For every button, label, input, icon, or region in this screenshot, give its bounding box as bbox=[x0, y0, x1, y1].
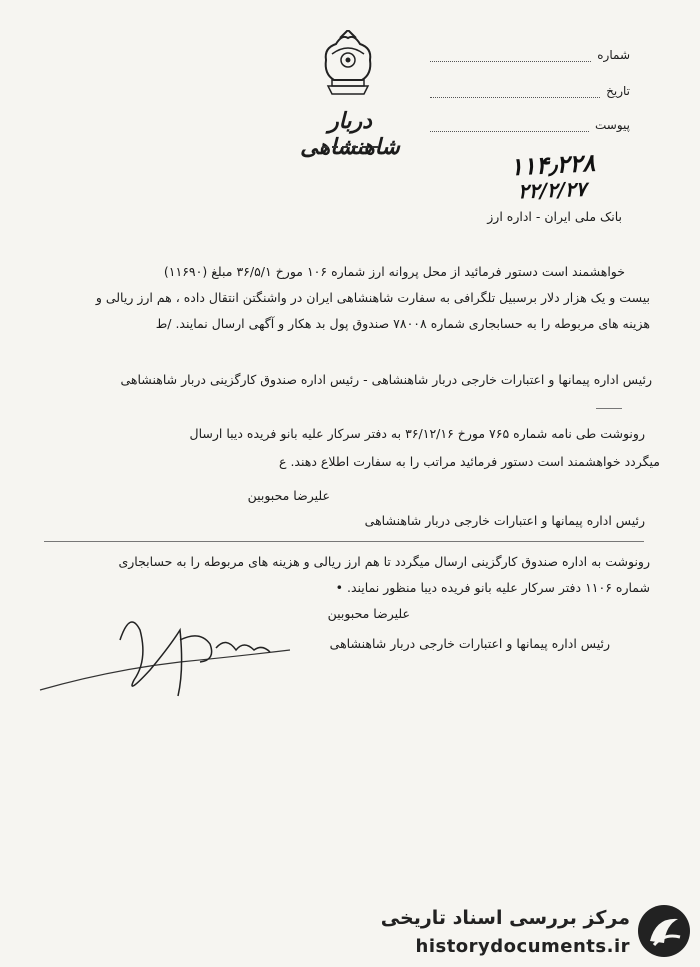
signer2-name: علیرضا محبوبین bbox=[327, 606, 410, 621]
number-field bbox=[430, 48, 630, 62]
watermark-org: مرکز بررسی اسناد تاریخی bbox=[380, 907, 630, 929]
signer2-title: رئیس اداره پیمانها و اعتبارات خارجی دربار شاهنشاهی bbox=[329, 636, 610, 651]
note1-line-2: میگردد خواهشمند است دستور فرمائید مراتب را به سفارت اطلاع دهند. ع bbox=[279, 454, 660, 469]
number-fill-line bbox=[430, 51, 591, 62]
watermark-logo-icon bbox=[636, 903, 692, 959]
body-line-3: هزینه های مربوطه را به حسابجاری شماره ۷۸۰۰۸ صندوق پول بد هکار و آگهی ارسال نمایند. /ط bbox=[155, 316, 650, 331]
handwritten-signature-icon bbox=[30, 600, 330, 710]
signer1-name: علیرضا محبوبین bbox=[247, 488, 330, 503]
date-field bbox=[430, 84, 630, 98]
reference-date: ۲۲/۲/۲۷ bbox=[517, 176, 587, 204]
court-title: دربار شاهنشاهی bbox=[300, 108, 400, 160]
attachment-fill-line bbox=[430, 121, 589, 132]
note2-line-1: رونوشت به اداره صندوق کارگزینی ارسال میگردد تا هم ارز ریالی و هزینه های مربوطه را به حسابجاری bbox=[118, 554, 650, 569]
short-divider bbox=[596, 408, 622, 409]
attachment-label: پیوست bbox=[595, 118, 630, 132]
crown-emblem-icon bbox=[318, 30, 378, 100]
note2-line-2: شماره ۱۱۰۶ دفتر سرکار علیه بانو فریده دیبا منظور نمایند. • bbox=[335, 580, 650, 595]
title-underline bbox=[322, 146, 378, 148]
section-divider bbox=[44, 541, 644, 542]
addressee: بانک ملی ایران - اداره ارز bbox=[487, 209, 622, 224]
body-line-2: بیست و یک هزار دلار برسبیل تلگرافی به سفارت شاهنشاهی ایران در واشنگتن انتقال داده ، هم ارز ریالی و bbox=[95, 290, 650, 305]
body-line-1: خواهشمند است دستور فرمائید از محل پروانه ارز شماره ۱۰۶ مورخ ۳۶/۵/۱ مبلغ (۱۱۶۹۰) bbox=[163, 264, 625, 279]
date-fill-line bbox=[430, 87, 600, 98]
note1-line-1: رونوشت طی نامه شماره ۷۶۵ مورخ ۳۶/۱۲/۱۶ به دفتر سرکار علیه بانو فریده دیبا ارسال bbox=[189, 426, 645, 441]
signer1-title: رئیس اداره پیمانها و اعتبارات خارجی دربار شاهنشاهی bbox=[364, 513, 645, 528]
attachment-field bbox=[430, 118, 630, 132]
signature-block-1: رئیس اداره پیمانها و اعتبارات خارجی دربار شاهنشاهی - رئیس اداره صندوق کارگزینی دربار شاهنشاهی bbox=[120, 372, 652, 387]
date-label: تاریخ bbox=[606, 84, 630, 98]
reference-number: ۱۱۴٫۲۲۸ bbox=[509, 147, 596, 182]
watermark-site: historydocuments.ir bbox=[415, 936, 630, 957]
number-label: شماره bbox=[597, 48, 630, 62]
